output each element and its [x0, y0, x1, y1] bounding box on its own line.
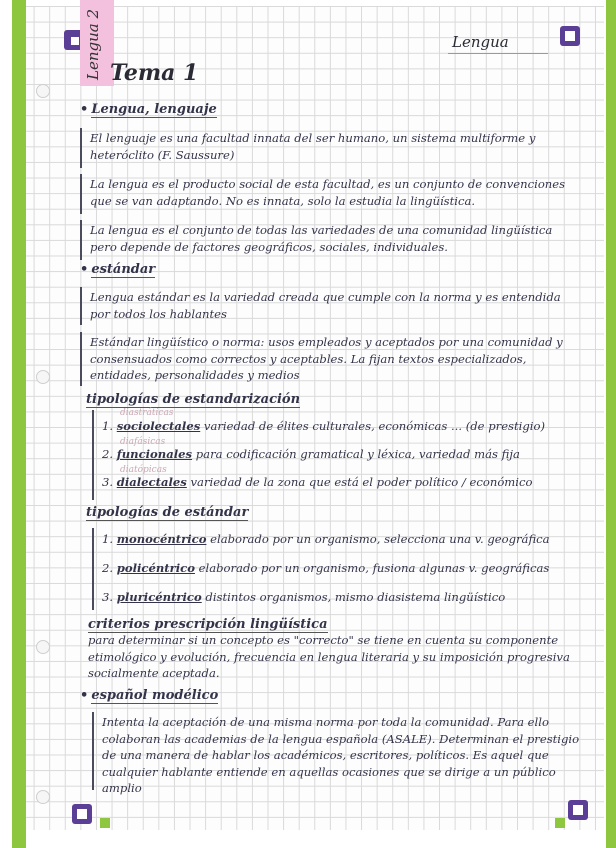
paragraph: Lengua estándar es la variedad creada que cumple con la norma y es entendida por todos los hablantes	[90, 290, 561, 321]
paragraph-bar	[80, 128, 82, 168]
list-bar	[92, 528, 94, 610]
section-heading: tipologías de estándar	[86, 505, 249, 520]
section-heading: tipologías de estandarización	[86, 392, 301, 407]
section-heading: • español modélico	[80, 688, 219, 703]
list-item: 3. dialectales variedad de la zona que está el poder político / económico	[102, 475, 533, 489]
punch-hole	[36, 370, 50, 384]
paragraph: La lengua es el conjunto de todas las variedades de una comunidad lingüística pero depende de factores geográficos, sociales, individuales.	[90, 223, 553, 254]
list-item: 1. monocéntrico elaborado por un organismo, selecciona una v. geográfica	[102, 532, 550, 546]
list-item: 1. sociolectales variedad de élites culturales, económicas ... (de prestigio)	[102, 419, 546, 433]
punch-hole	[36, 640, 50, 654]
right-green-stripe	[606, 0, 616, 848]
corner-mark-icon	[72, 804, 92, 824]
list-note: diafásicas	[120, 437, 166, 447]
paragraph: Intenta la aceptación de una misma norma por toda la comunidad. Para ello colaboran las academias de la lengua española (ASALE). Determinan el prestigio de una manera de hablar los académicos, escritores, políticos. Es aquel que cualquier hablante entiende en aquellas ocasiones que se dirige a un público amplio	[102, 715, 580, 795]
paragraph: El lenguaje es una facultad innata del ser humano, un sistema multiforme y heteróclito (F. Saussure)	[90, 131, 536, 162]
pink-tab	[80, 0, 114, 86]
list-item: 2. policéntrico elaborado por un organismo, fusiona algunas v. geográficas	[102, 561, 550, 575]
paragraph: para determinar si un concepto es "correcto" se tiene en cuenta su componente etimológico y evolución, frecuencia en lengua literaria y su imposición progresiva socialmente aceptada.	[88, 633, 570, 680]
list-note: diatópicas	[120, 465, 167, 475]
paragraph-bar	[80, 174, 82, 214]
corner-mark-icon	[560, 26, 580, 46]
corner-mark-icon	[568, 800, 588, 820]
subject-underline	[448, 53, 548, 54]
paragraph-bar	[80, 332, 82, 386]
subject-label: Lengua	[452, 33, 509, 51]
paragraph-bar	[80, 287, 82, 325]
paragraph-bar	[80, 220, 82, 260]
paragraph: La lengua es el producto social de esta facultad, es un conjunto de convenciones que se van adaptando. No es innata, solo la estudia la lingüística.	[90, 177, 566, 208]
section-heading: • estándar	[80, 262, 156, 277]
section-heading: criterios prescripción lingüística	[88, 617, 328, 632]
left-green-stripe	[12, 0, 26, 848]
section-heading: • Lengua, lenguaje	[80, 102, 217, 117]
list-bar	[92, 410, 94, 500]
paragraph-bar	[92, 712, 94, 790]
punch-hole	[36, 84, 50, 98]
tab-label: Lengua 2	[84, 8, 102, 80]
green-square	[555, 818, 565, 828]
punch-hole	[36, 790, 50, 804]
list-item: 2. funcionales para codificación gramatical y léxica, variedad más fija	[102, 447, 520, 461]
paragraph: Estándar lingüístico o norma: usos empleados y aceptados por una comunidad y consensuados como correctos y aceptables. La fijan textos especializados, entidades, personalidades y medios	[90, 335, 563, 382]
tema-title: Tema 1	[110, 60, 199, 86]
green-square	[100, 818, 110, 828]
list-note: diastráticas	[120, 408, 174, 418]
list-item: 3. pluricéntrico distintos organismos, mismo diasistema lingüístico	[102, 590, 506, 604]
